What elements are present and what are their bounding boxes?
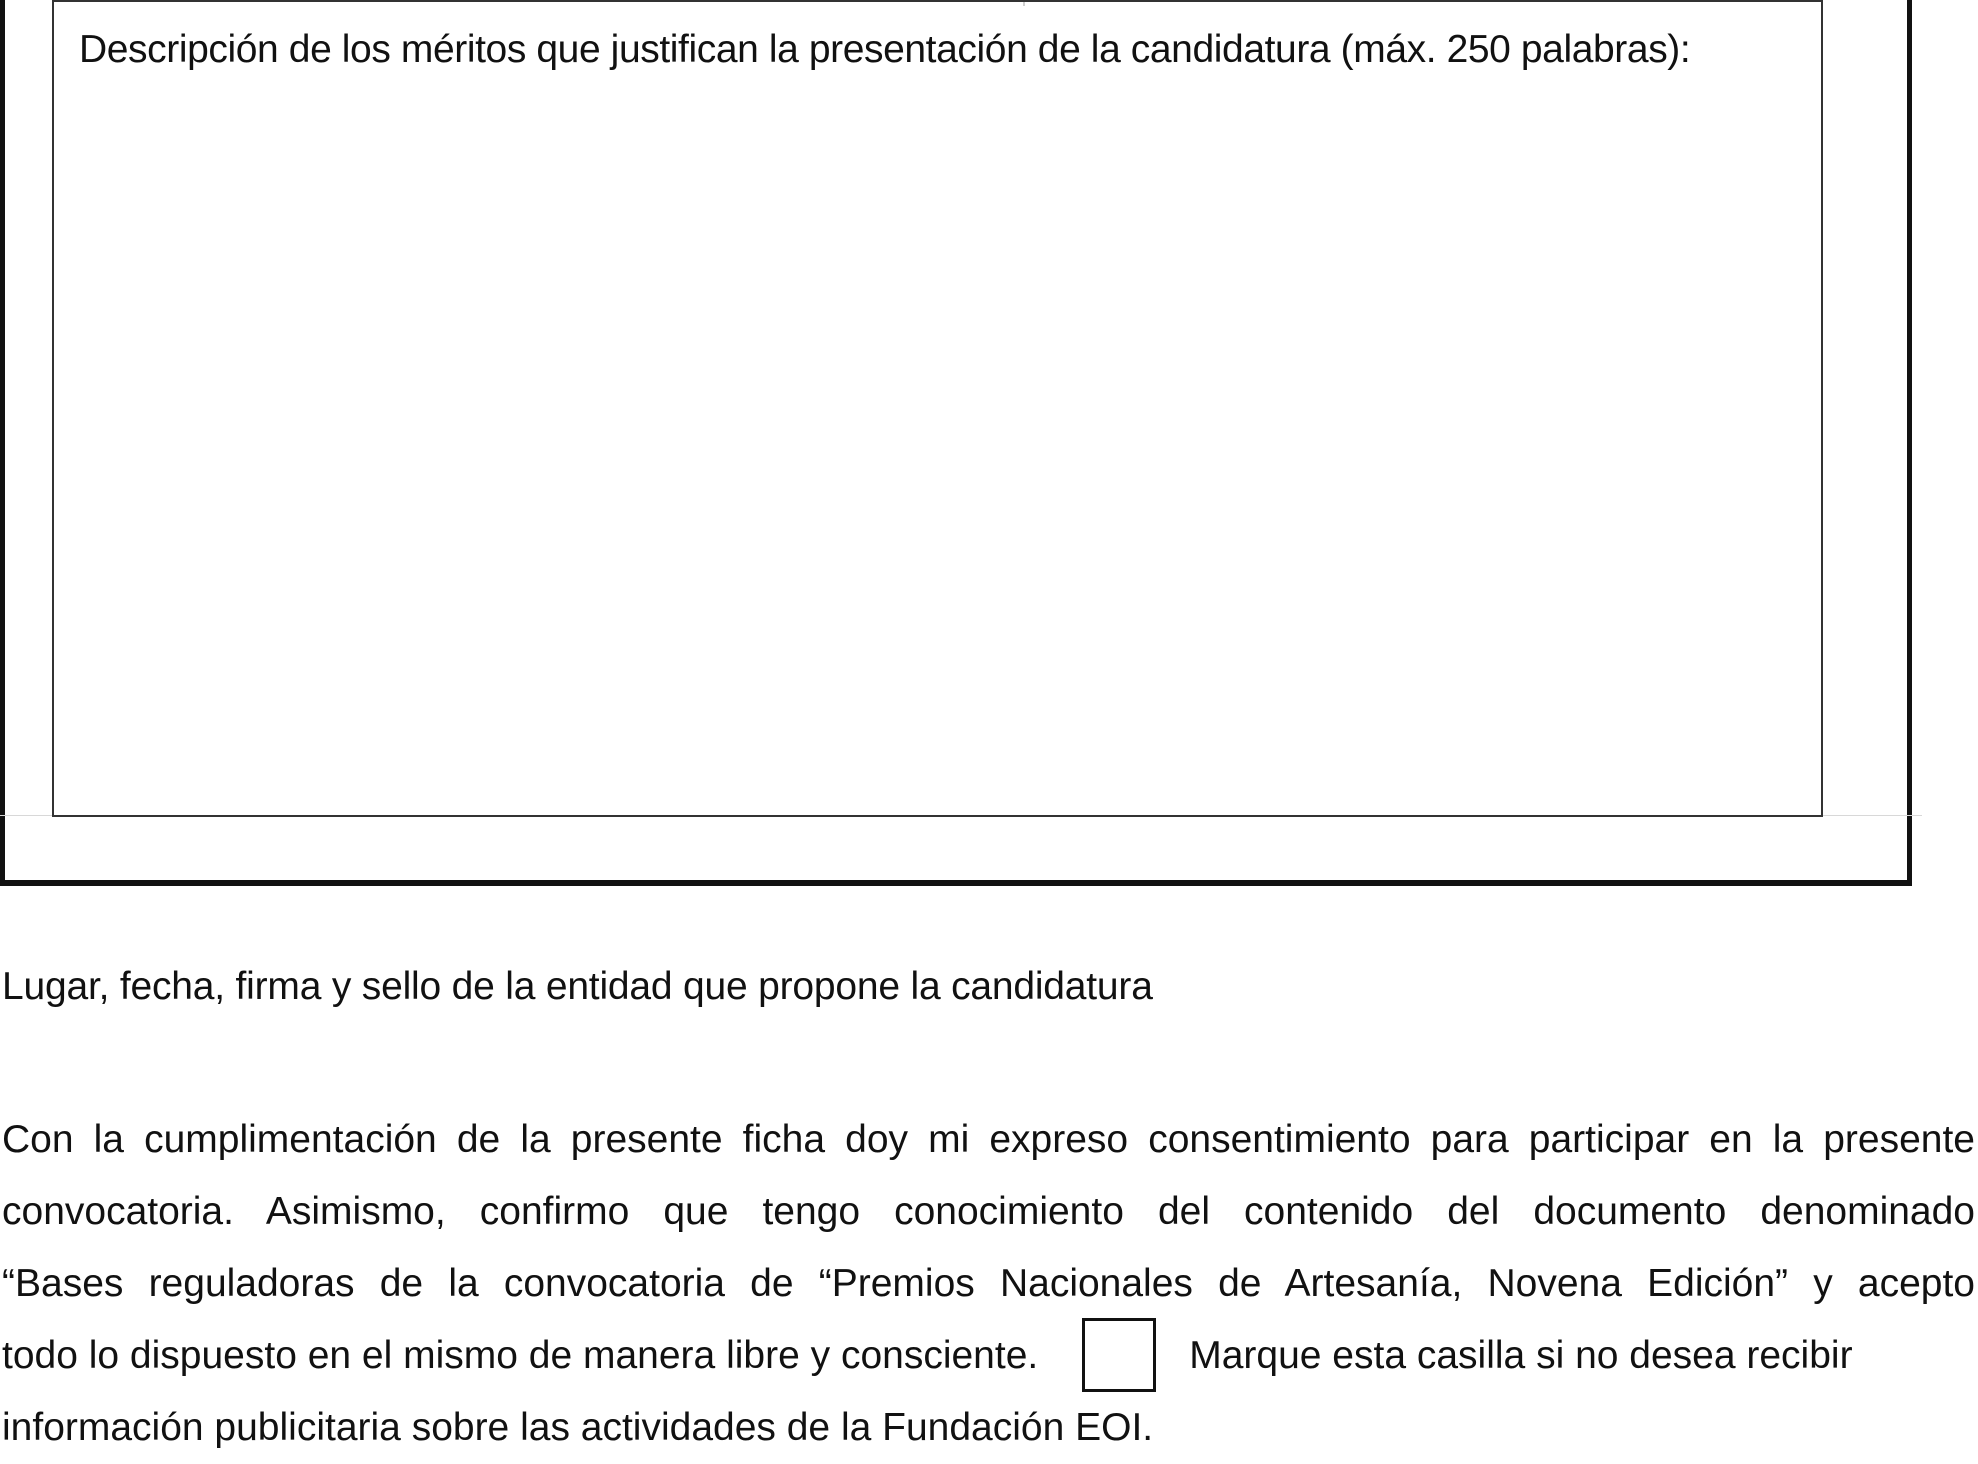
- consent-line: Con la cumplimentación de la presente ficha doy mi expreso consentimiento para participar en la presente: [2, 1118, 1975, 1161]
- consent-line: todo lo dispuesto en el mismo de manera libre y consciente.: [2, 1334, 1039, 1377]
- consent-line: información publicitaria sobre las actividades de la Fundación EOI.: [2, 1406, 1154, 1449]
- consent-line: convocatoria. Asimismo, confirmo que tengo conocimiento del contenido del documento denominado: [2, 1190, 1975, 1233]
- merits-description-label: Descripción de los méritos que justifican la presentación de la candidatura (máx. 250 palabras):: [79, 28, 1691, 71]
- advertising-optout-checkbox[interactable]: [1082, 1318, 1156, 1392]
- consent-line: “Bases reguladoras de la convocatoria de “Premios Nacionales de Artesanía, Novena Edición” y acepto: [2, 1262, 1975, 1305]
- consent-paragraph: [2, 1104, 1975, 1464]
- merits-description-box[interactable]: [52, 0, 1823, 817]
- signature-place-date-label: Lugar, fecha, firma y sello de la entidad que propone la candidatura: [2, 965, 1153, 1008]
- merits-description-field[interactable]: [64, 92, 1811, 805]
- consent-line-with-checkbox: [2, 1320, 1975, 1392]
- optout-label: Marque esta casilla si no desea recibir: [1189, 1334, 1853, 1377]
